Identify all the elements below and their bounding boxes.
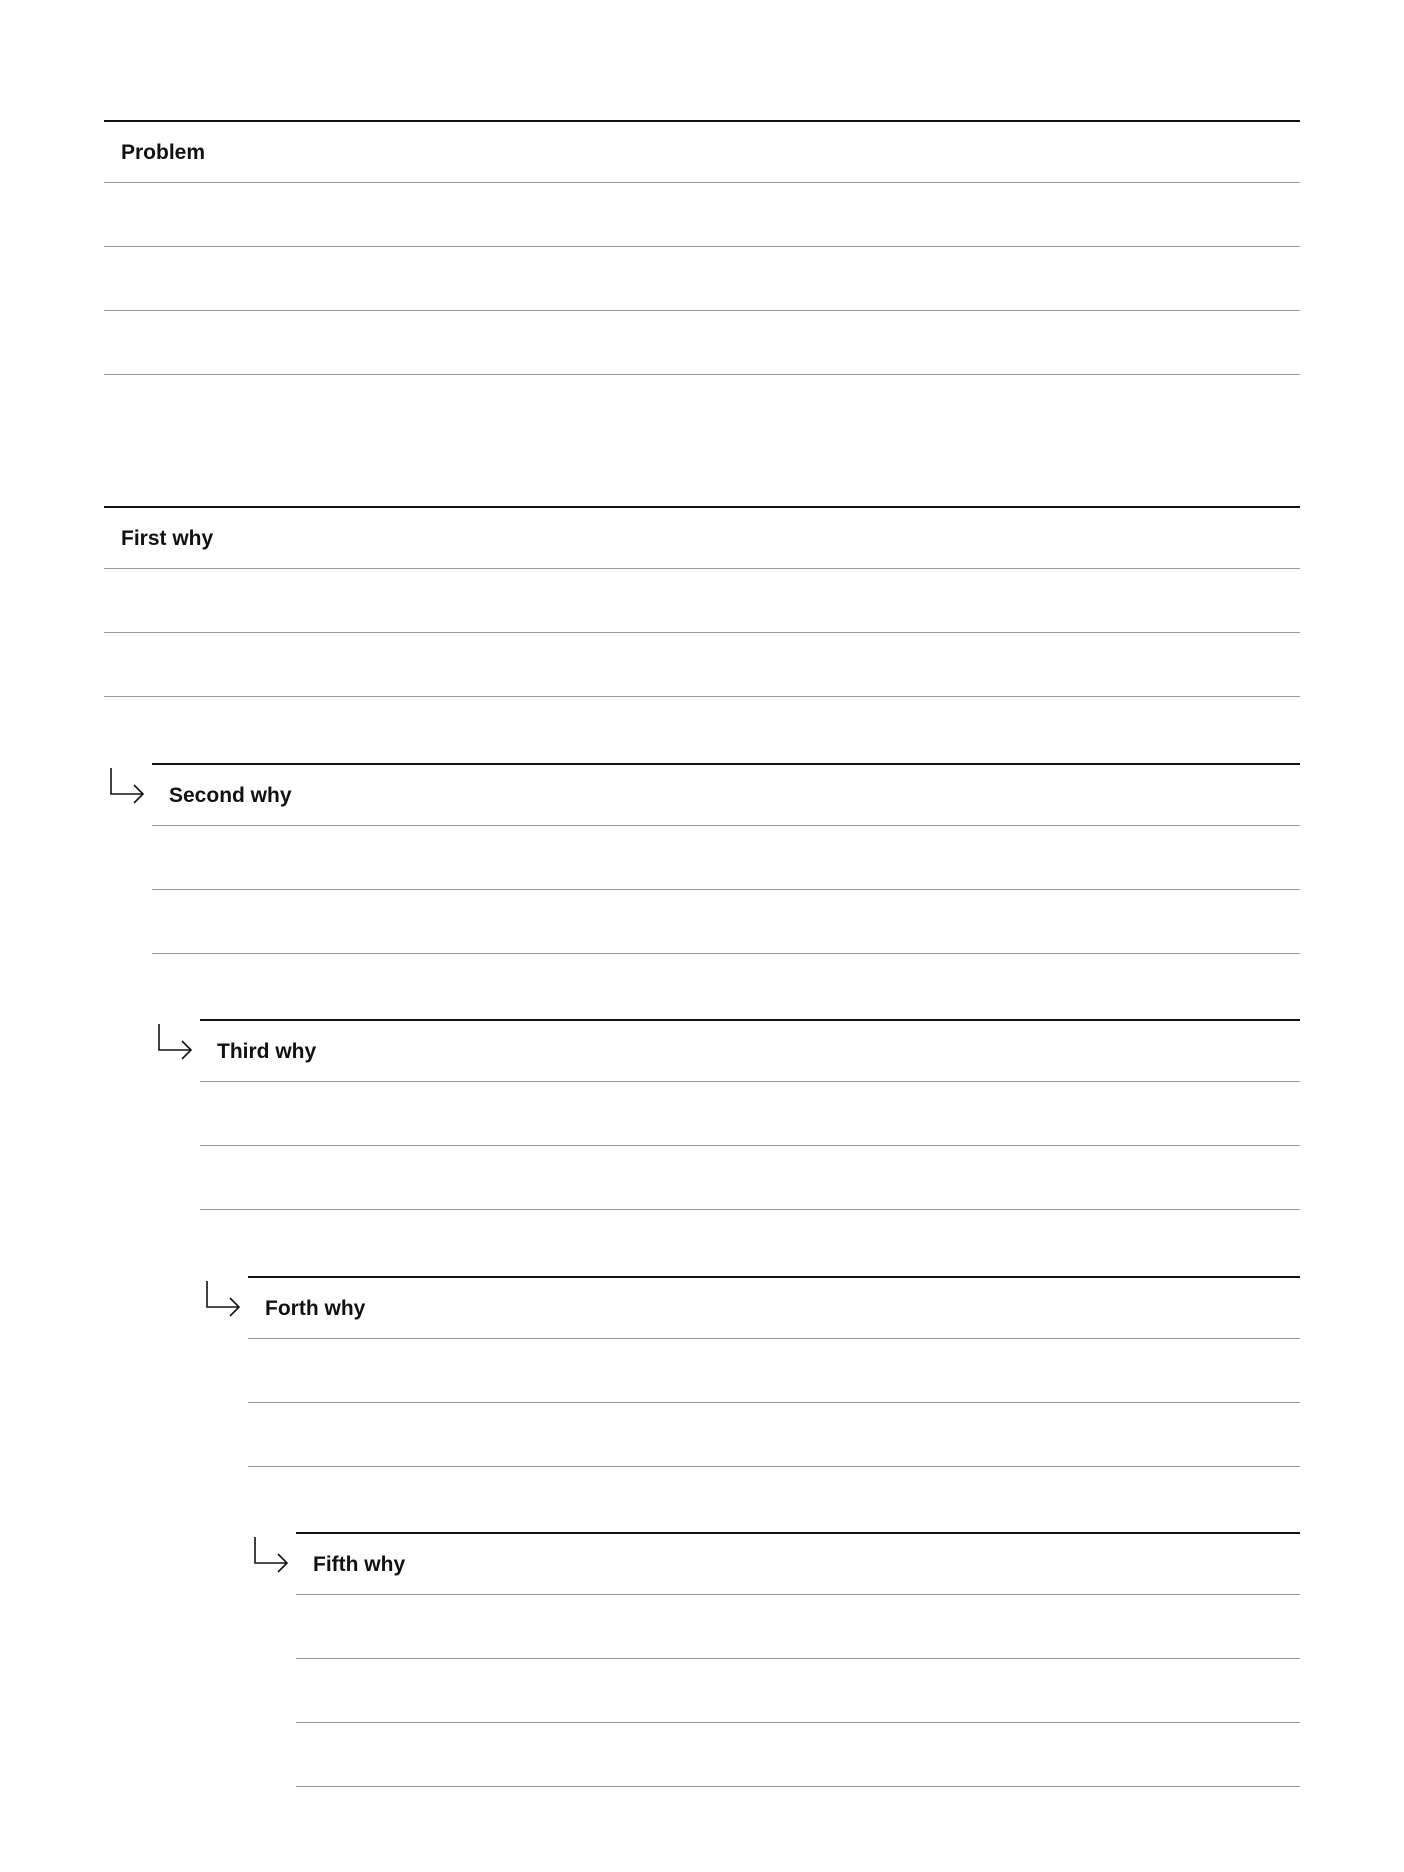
arrow-down-right-icon <box>158 1024 194 1062</box>
section-label: First why <box>121 527 214 550</box>
writing-line[interactable] <box>248 1339 1300 1403</box>
writing-line[interactable] <box>296 1659 1300 1723</box>
section-label: Fifth why <box>313 1553 406 1576</box>
second-why-section <box>152 763 1300 954</box>
section-label: Third why <box>217 1040 317 1063</box>
writing-line[interactable] <box>248 1403 1300 1467</box>
writing-line[interactable] <box>104 183 1300 247</box>
arrow-down-right-icon <box>110 768 146 806</box>
section-label: Forth why <box>265 1297 366 1320</box>
fifth-why-section <box>296 1532 1300 1787</box>
problem-section <box>104 120 1300 375</box>
arrow-down-right-icon <box>206 1281 242 1319</box>
first-why-section <box>104 506 1300 697</box>
writing-line[interactable] <box>104 569 1300 633</box>
arrow-down-right-icon <box>254 1537 290 1575</box>
writing-line[interactable] <box>200 1146 1300 1210</box>
writing-line[interactable] <box>296 1723 1300 1787</box>
writing-line[interactable] <box>200 1082 1300 1146</box>
section-label: Problem <box>121 141 206 164</box>
section-label: Second why <box>169 784 292 807</box>
third-why-section <box>200 1019 1300 1210</box>
writing-line[interactable] <box>152 826 1300 890</box>
writing-line[interactable] <box>152 890 1300 954</box>
forth-why-section <box>248 1276 1300 1467</box>
writing-line[interactable] <box>296 1595 1300 1659</box>
writing-line[interactable] <box>104 247 1300 311</box>
writing-line[interactable] <box>104 633 1300 697</box>
writing-line[interactable] <box>104 311 1300 375</box>
